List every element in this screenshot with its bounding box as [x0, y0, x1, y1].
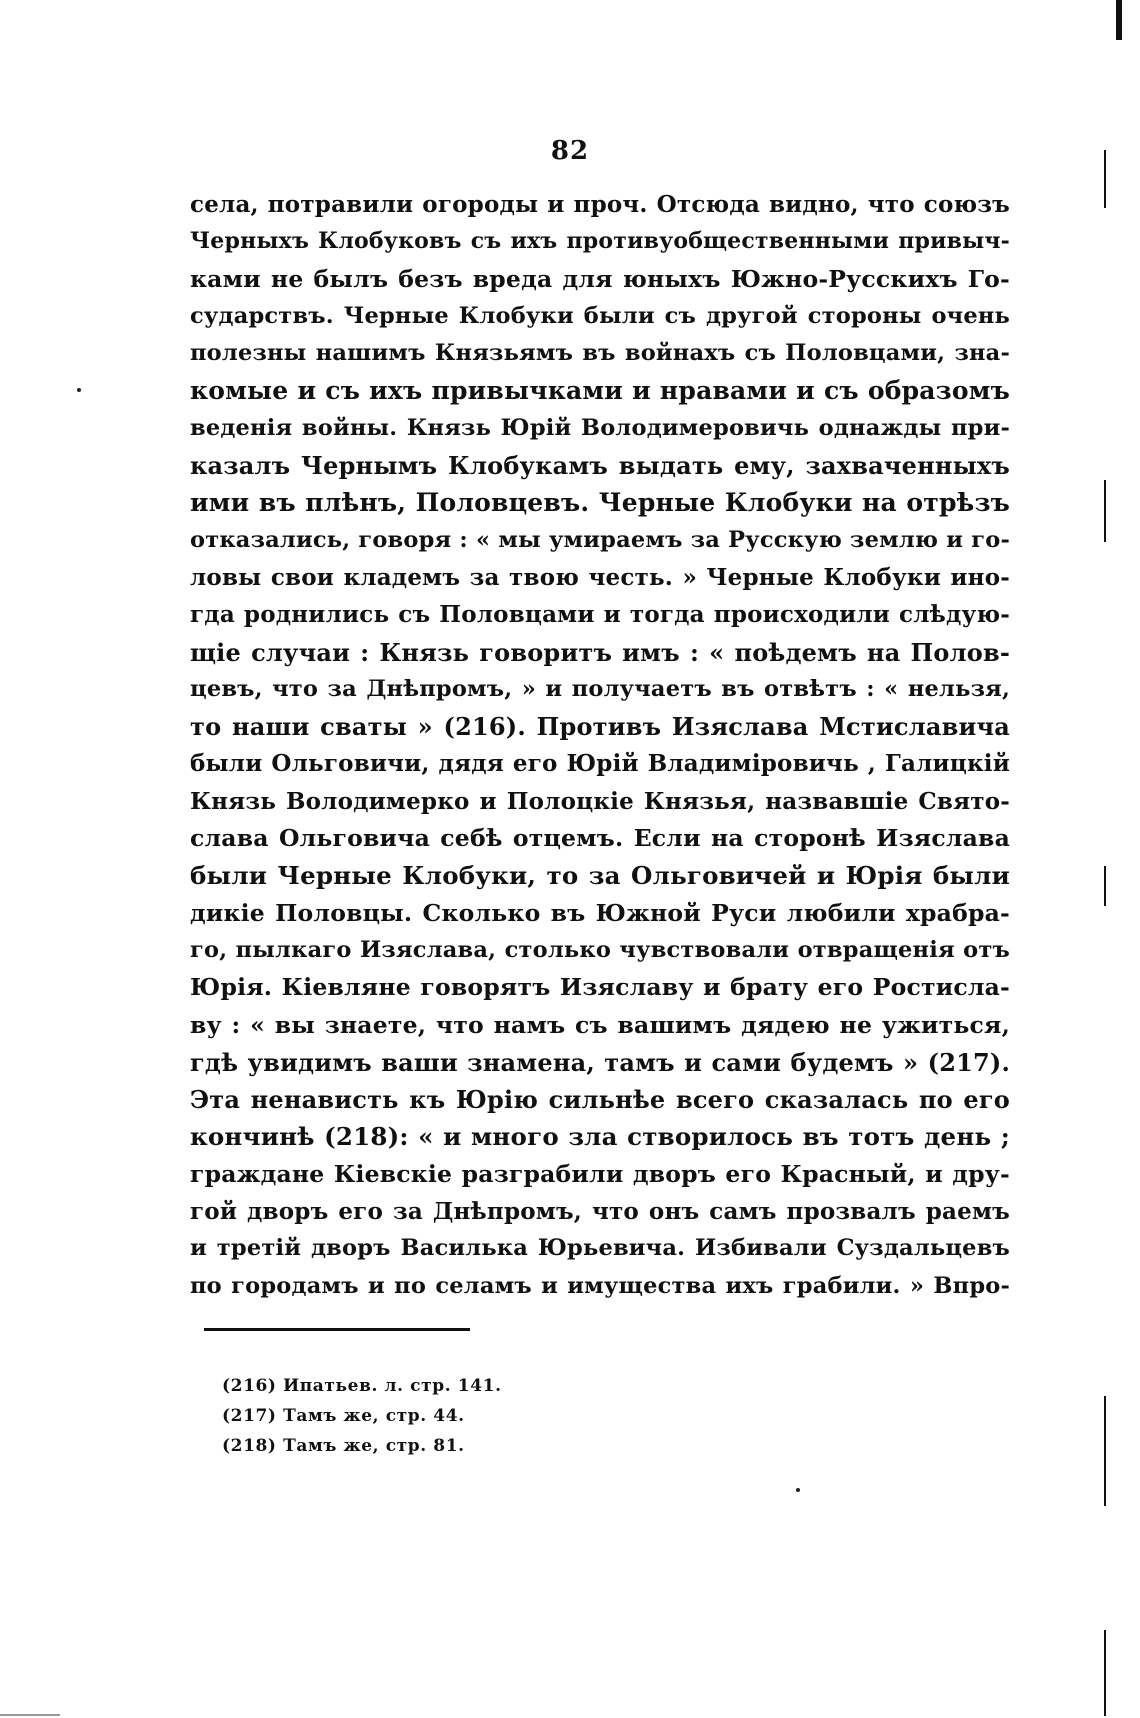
- text-line: ками не былъ безъ вреда для юныхъ Южно-Русскихъ Го-: [190, 264, 1010, 293]
- text-line: по городамъ и по селамъ и имущества ихъ грабили. » Впро-: [190, 1272, 1010, 1299]
- margin-dot: [796, 1488, 800, 1492]
- footnote: (216) Ипатьев. л. стр. 141.: [222, 1376, 502, 1396]
- text-line: гой дворъ его за Днѣпромъ, что онъ самъ прозвалъ раемъ: [190, 1198, 1010, 1226]
- page-number: 82: [550, 136, 590, 166]
- text-line: веденія войны. Князь Юрій Володимеровичь однажды при-: [190, 414, 1010, 441]
- scan-edge-line: [1104, 480, 1106, 542]
- text-line: граждане Кіевскіе разграбили дворъ его Красный, и дру-: [190, 1159, 1010, 1188]
- scan-edge-mark: [1116, 0, 1122, 40]
- text-line: ловы свои кладемъ за твою честь. » Черные Клобуки ино-: [190, 563, 1010, 591]
- text-line: и третій дворъ Василька Юрьевича. Избивали Суздальцевъ: [190, 1235, 1010, 1262]
- footnotes: [222, 1371, 722, 1461]
- text-line: слава Ольговича себѣ отцемъ. Если на сторонѣ Изяслава: [190, 824, 1010, 853]
- scan-bottom-mark: [0, 1714, 60, 1716]
- scan-edge-line: [1104, 1630, 1106, 1716]
- scan-edge-line: [1104, 150, 1106, 208]
- text-line: ими въ плѣнъ, Половцевъ. Черные Клобуки на отрѣзъ: [190, 488, 1010, 518]
- footnote: (218) Тамъ же, стр. 81.: [222, 1436, 465, 1456]
- text-line: комые и съ ихъ привычками и нравами и съ образомъ: [190, 376, 1010, 406]
- scan-edge-line: [1104, 1396, 1106, 1506]
- text-line: Эта ненависть къ Юрію сильнѣе всего сказалась по его: [190, 1085, 1010, 1115]
- text-line: полезны нашимъ Князьямъ въ войнахъ съ Половцами, зна-: [190, 340, 1010, 367]
- text-line: гдѣ увидимъ ваши знамена, тамъ и сами будемъ » (217).: [190, 1047, 1010, 1077]
- text-line: Юрія. Кіевляне говорятъ Изяславу и брату его Ростисла-: [190, 973, 1010, 1002]
- text-line: казалъ Чернымъ Клобукамъ выдать ему, захваченныхъ: [190, 451, 1010, 481]
- text-line: щіе случаи : Князь говоритъ имъ : « поѣдемъ на Полов-: [190, 637, 1010, 667]
- text-line: цевъ, что за Днѣпромъ, » и получаетъ въ отвѣтъ : « нельзя,: [190, 675, 1010, 702]
- text-line: села, потравили огороды и проч. Отсюда видно, что союзъ: [190, 191, 1010, 218]
- body-text: [190, 186, 1010, 1305]
- text-line: гда роднились съ Половцами и тогда происходили слѣдую-: [190, 601, 1010, 629]
- footnote-rule: [204, 1328, 470, 1331]
- text-line: дикіе Половцы. Сколько въ Южной Руси любили храбра-: [190, 898, 1010, 927]
- scan-edge-line: [1104, 866, 1106, 906]
- text-line: были Ольговичи, дядя его Юрій Владиміровичь , Галицкій: [190, 750, 1010, 778]
- text-line: отказались, говоря : « мы умираемъ за Русскую землю и го-: [190, 526, 1010, 553]
- text-line: Черныхъ Клобуковъ съ ихъ противуобщественными привыч-: [190, 228, 1010, 255]
- text-line: го, пылкаго Изяслава, столько чувствовали отвращенія отъ: [190, 936, 1010, 963]
- margin-dot: [77, 388, 81, 392]
- text-line: то наши сваты » (216). Противъ Изяслава Мстиславича: [190, 712, 1010, 742]
- text-line: кончинѣ (218): « и много зла створилось въ тотъ день ;: [190, 1122, 1010, 1152]
- text-line: ву : « вы знаете, что намъ съ вашимъ дядею не ужиться,: [190, 1010, 1010, 1039]
- text-line: были Черные Клобуки, то за Ольговичей и Юрія были: [190, 861, 1010, 891]
- text-line: сударствъ. Черные Клобуки были съ другой стороны очень: [190, 302, 1010, 329]
- text-line: Князь Володимерко и Полоцкіе Князья, назвавшіе Свято-: [190, 787, 1010, 815]
- footnote: (217) Тамъ же, стр. 44.: [222, 1406, 465, 1426]
